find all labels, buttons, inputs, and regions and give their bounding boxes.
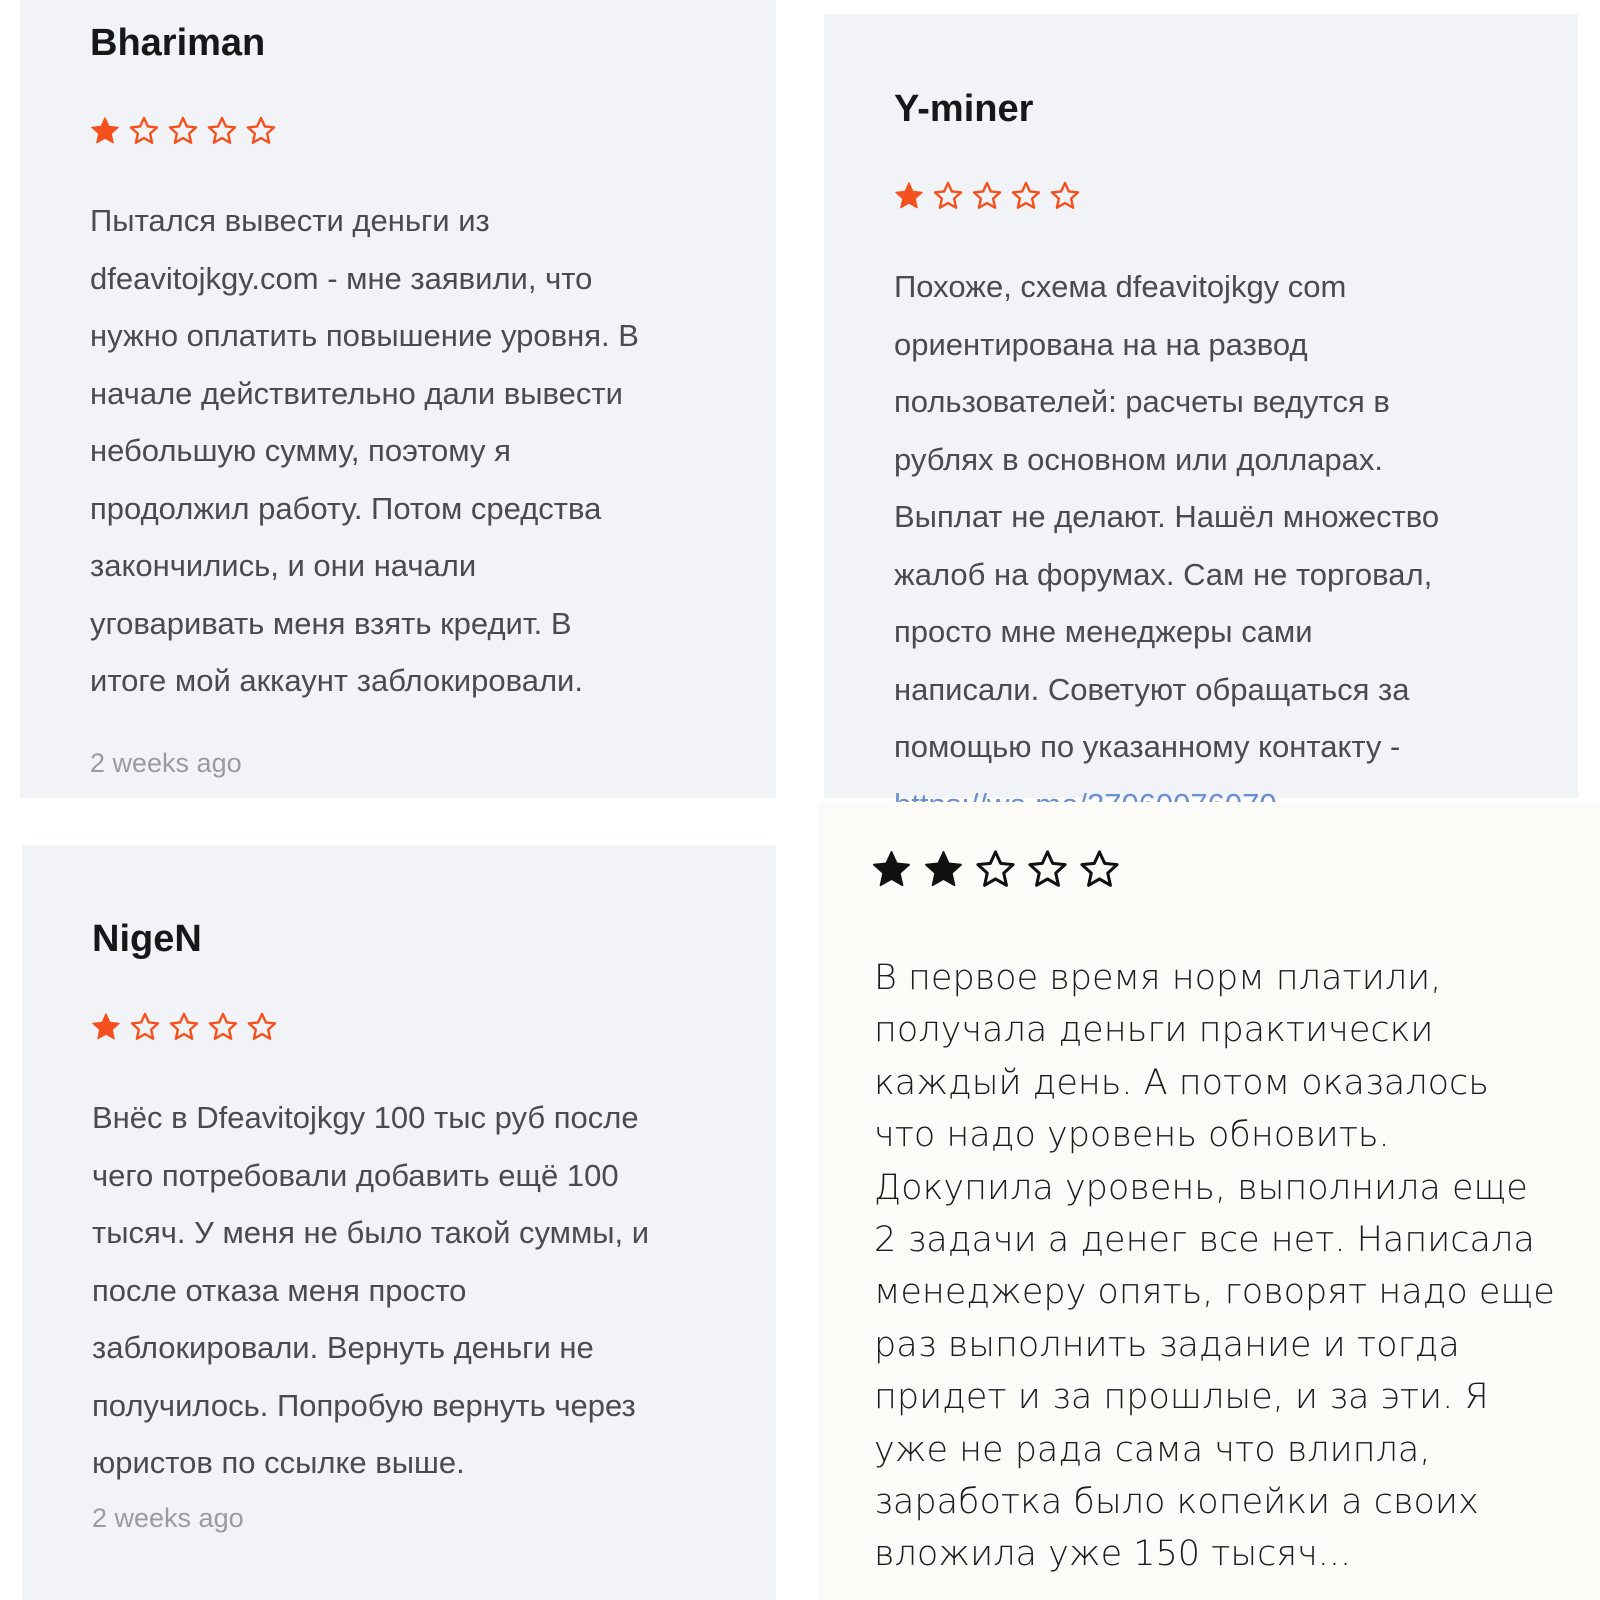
review-text-line: 2 задачи а денег все нет. Написала <box>874 1220 1535 1261</box>
review-timestamp: 2 weeks ago <box>92 1503 244 1533</box>
review-text-line: уговаривать меня взять кредит. В <box>90 605 572 641</box>
review-author: Bhariman <box>90 22 266 64</box>
star-filled-icon <box>922 848 965 891</box>
review-text-line: рублях в основном или долларах. <box>894 441 1384 477</box>
star-empty-icon <box>1049 180 1081 212</box>
star-filled-icon <box>90 1011 122 1043</box>
review-text-line: заблокировали. Вернуть деньги не <box>92 1330 594 1365</box>
review-text <box>92 1089 649 1492</box>
star-empty-icon <box>129 1011 161 1043</box>
review-text-line: заработка было копейки а своих <box>874 1482 1479 1523</box>
review-text-line: Внёс в Dfeavitojkgy 100 тыс руб после <box>92 1100 639 1135</box>
review-text-line: что надо уровень обновить. <box>874 1115 1390 1156</box>
review-text-line: раз выполнить задание и тогда <box>874 1324 1460 1365</box>
star-empty-icon <box>245 115 277 147</box>
review-text-line: небольшую сумму, поэтому я <box>90 433 511 468</box>
star-rating <box>893 180 1081 212</box>
star-filled-icon <box>870 848 913 891</box>
review-text-line: dfeavitojkgy.com - мне заявили, что <box>90 260 593 296</box>
review-text-line: получилось. Попробую вернуть через <box>92 1387 636 1423</box>
review-text-line: после отказа меня просто <box>92 1272 467 1308</box>
star-rating <box>90 1011 278 1043</box>
review-text-line: нужно оплатить повышение уровня. В <box>90 318 639 353</box>
review-text-line: В первое время норм платили, <box>874 958 1442 998</box>
star-filled-icon <box>893 180 925 212</box>
star-empty-icon <box>167 115 199 147</box>
review-text <box>894 258 1439 833</box>
star-empty-icon <box>974 848 1017 891</box>
review-card <box>22 845 776 1600</box>
star-rating <box>89 115 277 147</box>
review-text-line: чего потребовали добавить ещё 100 <box>92 1157 619 1193</box>
star-empty-icon <box>932 180 964 212</box>
review-text-line: Пытался вывести деньги из <box>90 203 490 238</box>
review-text-line: Похоже, схема dfeavitojkgy com <box>894 269 1347 304</box>
star-filled-icon <box>89 115 121 147</box>
review-text-line: получала деньги практически <box>874 1010 1434 1051</box>
review-text-line: тысяч. У меня не было такой суммы, и <box>92 1215 650 1250</box>
star-empty-icon <box>168 1011 200 1043</box>
review-text-line: просто мне менеджеры сами <box>894 614 1313 649</box>
review-text-line: ориентирована на на развод <box>894 326 1308 362</box>
review-card <box>824 14 1578 798</box>
review-text-line: написали. Советуют обращаться за <box>894 671 1410 707</box>
review-text-line: продолжил работу. Потом средства <box>90 490 602 526</box>
review-text-line: жалоб на форумах. Сам не торговал, <box>894 556 1433 592</box>
star-rating <box>870 848 1121 891</box>
star-empty-icon <box>1026 848 1069 891</box>
review-author: Y-miner <box>894 88 1034 130</box>
star-empty-icon <box>1078 848 1121 891</box>
review-card <box>818 802 1600 1600</box>
review-text-line: каждый день. А потом оказалось <box>874 1062 1489 1103</box>
review-author: NigeN <box>92 918 202 960</box>
review-text <box>90 192 639 710</box>
star-empty-icon <box>128 115 160 147</box>
star-empty-icon <box>1010 180 1042 212</box>
review-text <box>874 952 1555 1581</box>
review-text-line: уже не рада сама что влипла, <box>874 1429 1431 1470</box>
review-card <box>20 0 776 798</box>
review-text-line: закончились, и они начали <box>90 548 477 583</box>
review-text-line: Докупила уровень, выполнила еще <box>874 1167 1528 1208</box>
review-text-line: Выплат не делают. Нашёл множество <box>894 499 1440 534</box>
review-timestamp: 2 weeks ago <box>90 748 242 778</box>
star-empty-icon <box>971 180 1003 212</box>
review-text-line: пользователей: расчеты ведутся в <box>894 384 1390 419</box>
star-empty-icon <box>206 115 238 147</box>
review-text-line: вложила уже 150 тысяч... <box>874 1534 1352 1575</box>
star-empty-icon <box>207 1011 239 1043</box>
review-text-line: помощью по указанному контакту - <box>894 729 1401 764</box>
review-text-line: итоге мой аккаунт заблокировали. <box>90 663 583 698</box>
review-text-line: юристов по ссылке выше. <box>92 1445 465 1480</box>
review-text-line: придет и за прошлые, и за эти. Я <box>874 1377 1489 1418</box>
review-text-line: менеджеру опять, говорят надо еще <box>874 1272 1555 1313</box>
review-text-line: начале действительно дали вывести <box>90 375 623 411</box>
star-empty-icon <box>246 1011 278 1043</box>
